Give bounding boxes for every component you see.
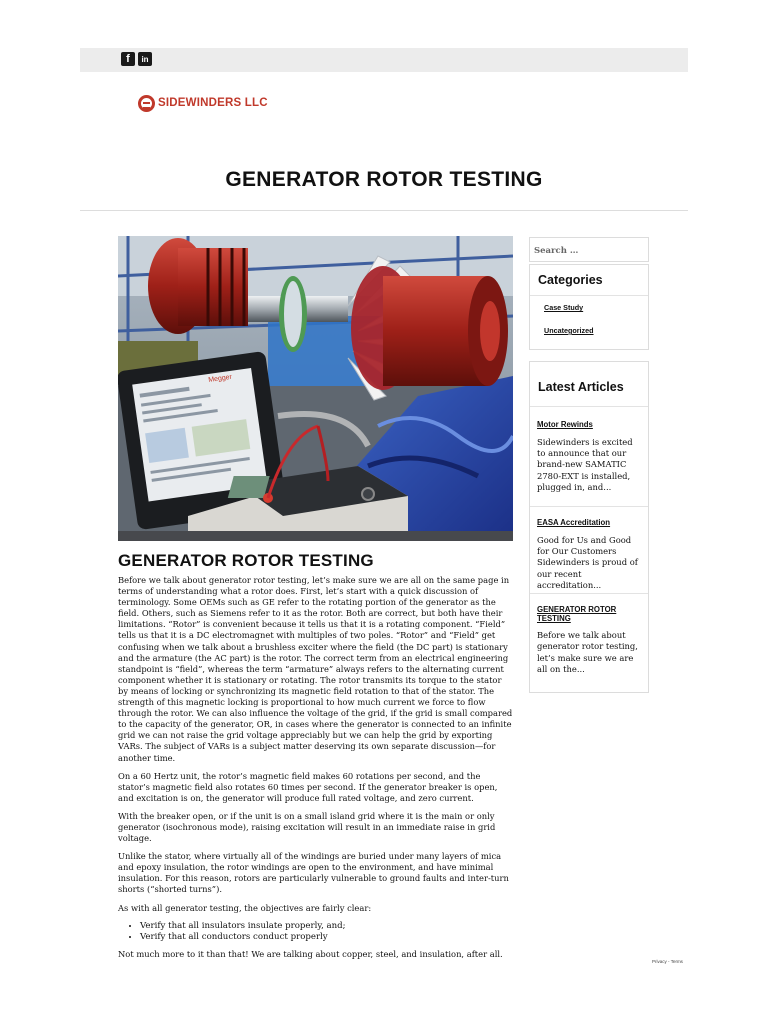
objectives-list — [118, 921, 514, 944]
list-item — [530, 507, 648, 594]
search-input[interactable] — [530, 240, 648, 263]
categories-title: Categories — [530, 265, 648, 296]
meter-brand-label: Megger — [207, 373, 233, 384]
article-paragraph: Before we talk about generator rotor testing, let’s make sure we are all on the same page in terms of understanding what a rotor does. First, let’s start with a quick discussion of terminology. Some OEMs such as GE refer to the rotating portion of the generator as the field. Others, such as Siemens refer to it as the rotor. Both are correct, but both have their limitations. “Rotor” is convenient because it tells us that it is a rotating component. “Field” tells us that it is a DC electromagnet with multiples of two poles. “Rotor” and “Field” get confusing when we talk about a brushless exciter where the field (the DC part) is stationary and the armature (the AC part) is the rotor. The correct term from an electrical engineering standpoint is “field”, whereas the term “armature” always refers to the alternating current component whether it is stationary or rotating. The rotor transmits its torque to the stator by means of locking or synchronizing its magnetic field rotation to that of the stator. The strength of this magnetic locking is proportional to how much current we force to flow through the rotor. We can also influence the voltage of the grid, if the grid is small compared to the capacity of the generator, OR, in cases where the generator is connected to an infinite grid we can not raise the grid voltage appreciably but we can help the grid by exporting VARs. The subject of VARs is a subject matter deserving its own separate discussion—for another time. — [118, 575, 513, 763]
article-paragraph: As with all generator testing, the objectives are fairly clear: — [118, 902, 372, 913]
privacy-link[interactable]: Privacy — [652, 959, 667, 964]
site-logo[interactable] — [138, 88, 268, 118]
facebook-icon[interactable]: f — [121, 52, 135, 66]
list-item: • Verify that all conductors conduct properly — [140, 932, 514, 943]
post-link-motor-rewinds[interactable]: Motor Rewinds — [537, 420, 593, 429]
logo-text: SIDEWINDERS LLC — [158, 97, 268, 109]
article-paragraph: Not much more to it than that! We are talking about copper, steel, and insulation, after all. — [118, 949, 503, 960]
logo-emblem-icon — [138, 95, 155, 112]
latest-articles-widget — [529, 361, 649, 693]
latest-articles-title: Latest Articles — [530, 362, 648, 407]
footer-links — [652, 959, 683, 964]
article-paragraph: Unlike the stator, where virtually all of the windings are buried under many layers of mica and epoxy insulation, the rotor windings are open to the environment, and have minimal insulation. For this reason, rotors are particularly vulnerable to ground faults and inter-turn shorts (“shorted turns”). — [118, 851, 509, 895]
list-item: • Verify that all insulators insulate properly, and; — [140, 921, 514, 932]
rotor-photo — [118, 236, 513, 541]
article-title: GENERATOR ROTOR TESTING — [118, 551, 374, 570]
hero-image — [118, 236, 513, 541]
category-link-case-study[interactable]: Case Study — [544, 303, 584, 312]
post-excerpt: Good for Us and Good for Our Customers Sidewinders is proud of our recent accreditation... — [537, 534, 638, 591]
categories-widget — [529, 264, 649, 350]
post-excerpt: Before we talk about generator rotor testing, let’s make sure we are all on the... — [537, 630, 638, 675]
post-excerpt: Sidewinders is excited to announce that our brand-new SAMATIC 2780-EXT is installed, plugged in, and... — [537, 436, 633, 493]
linkedin-icon[interactable]: in — [138, 52, 152, 66]
list-item — [530, 594, 648, 686]
page-title: GENERATOR ROTOR TESTING — [225, 168, 543, 191]
terms-link[interactable]: Terms — [670, 959, 683, 964]
category-link-uncategorized[interactable]: Uncategorized — [544, 326, 594, 335]
search-box — [529, 237, 649, 262]
list-item — [530, 407, 648, 507]
article-paragraph: With the breaker open, or if the unit is on a small island grid where it is the main or only generator (isochronous mode), raising excitation will result in an immediate raise in grid voltage. — [118, 810, 496, 844]
header-divider — [80, 210, 688, 211]
footer-separator: - — [666, 959, 671, 964]
post-link-easa-accreditation[interactable]: EASA Accreditation — [537, 518, 611, 527]
article-paragraph: On a 60 Hertz unit, the rotor’s magnetic field makes 60 rotations per second, and the stator’s magnetic field also rotates 60 times per second. If the generator breaker is open, and excitation is on, the generator will produce full rated voltage, and zero current. — [118, 770, 498, 803]
article-body — [118, 575, 514, 968]
top-bar — [80, 48, 688, 72]
post-link-generator-rotor-testing[interactable]: GENERATOR ROTOR TESTING — [537, 605, 617, 623]
